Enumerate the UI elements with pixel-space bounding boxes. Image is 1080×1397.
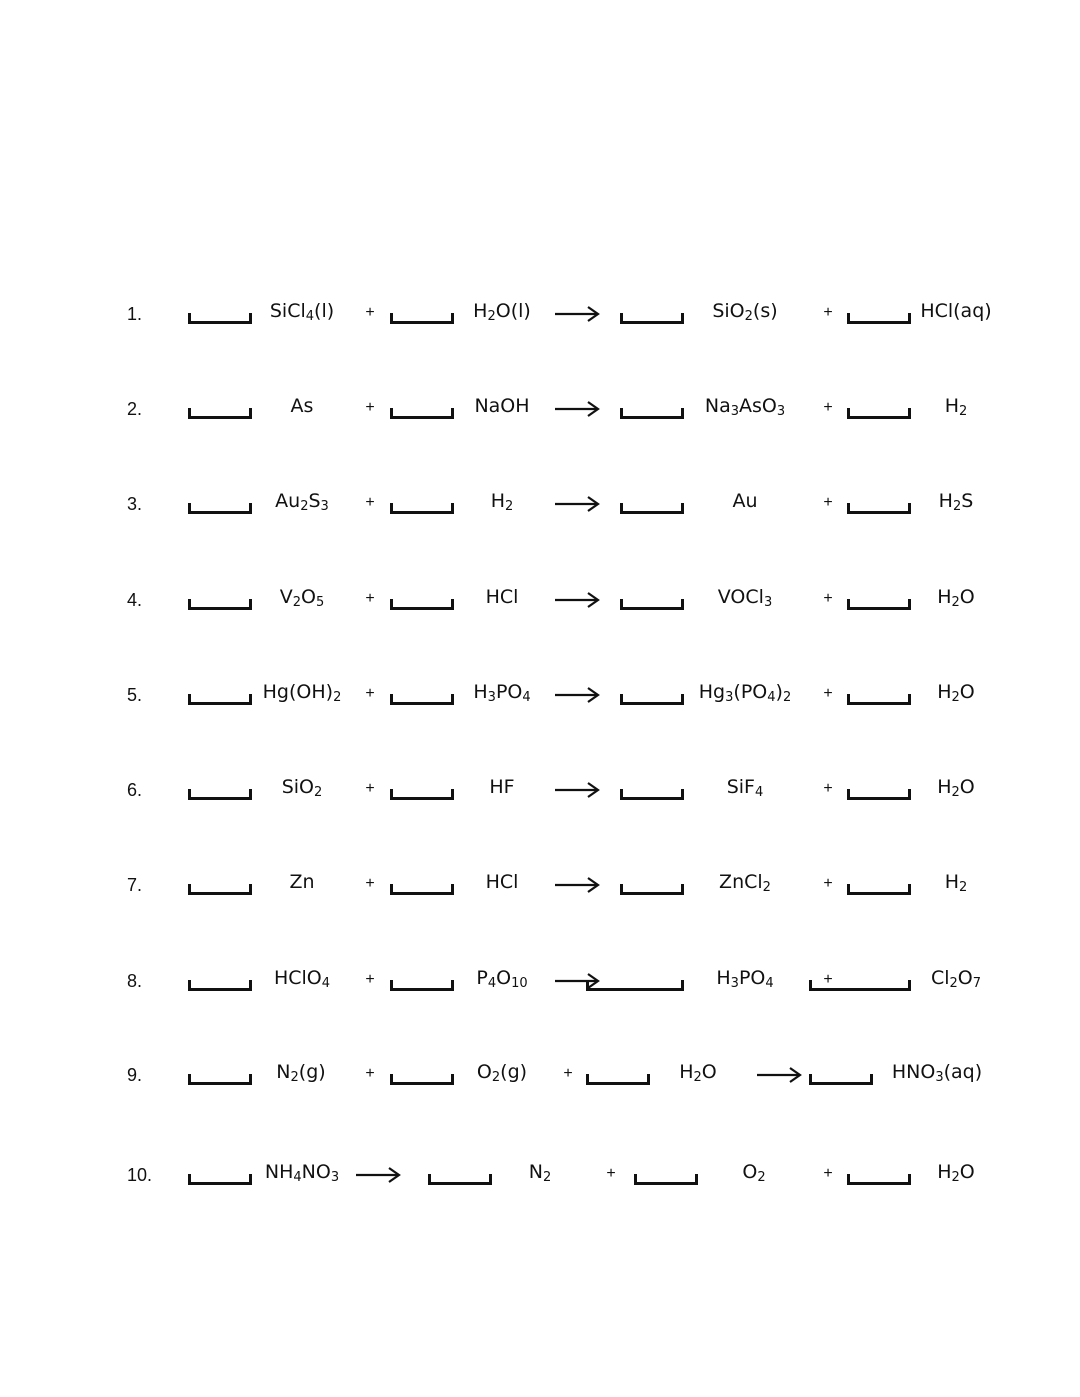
plus-sign: + [823, 304, 833, 321]
plus-sign: + [606, 1165, 616, 1182]
formula-text: PO [738, 967, 766, 989]
plus-sign: + [823, 971, 833, 988]
coefficient-blank-reactant-2[interactable] [390, 321, 454, 324]
formula-text: HCl(aq) [920, 300, 992, 322]
coefficient-blank-reactant-1[interactable] [188, 1082, 252, 1085]
coefficient-blank-product-1[interactable] [809, 1082, 873, 1085]
formula-text: O [476, 1061, 492, 1083]
equation-number: 3. [127, 494, 143, 514]
equation-number: 1. [127, 304, 143, 324]
formula-subscript: 3 [330, 1170, 340, 1185]
coefficient-blank-reactant-1[interactable] [188, 702, 252, 705]
formula-text: As [290, 395, 314, 417]
reactant-1 [276, 1061, 325, 1083]
formula-subscript: 2 [951, 1170, 960, 1185]
formula-text: ZnCl [719, 871, 763, 893]
coefficient-blank-reactant-1[interactable] [188, 511, 252, 514]
formula-text: Zn [289, 871, 315, 893]
formula-text: V [279, 586, 293, 608]
coefficient-blank-product-2[interactable] [847, 416, 911, 419]
plus-sign: + [823, 590, 833, 607]
reactant-1 [270, 300, 334, 322]
formula-subscript: 2 [693, 1070, 702, 1085]
coefficient-blank-product-2[interactable] [847, 702, 911, 705]
reactant-3 [679, 1061, 717, 1083]
equation-row-7 [0, 871, 1080, 931]
formula-text: SiF [726, 776, 755, 798]
reaction-arrow-icon [555, 973, 601, 989]
plus-sign: + [365, 590, 375, 607]
formula-subscript: 4 [293, 1170, 302, 1185]
coefficient-blank-reactant-1[interactable] [188, 797, 252, 800]
formula-text: H [937, 586, 952, 608]
formula-subscript: 2 [491, 1070, 501, 1085]
formula-text: HF [489, 776, 515, 798]
formula-subscript: 3 [935, 1070, 944, 1085]
formula-text: H [679, 1061, 694, 1083]
reactant-1 [274, 967, 330, 989]
formula-subscript: 2 [959, 404, 968, 419]
coefficient-blank-product-1[interactable] [620, 416, 684, 419]
coefficient-blank-product-2[interactable] [847, 607, 911, 610]
formula-text: H [944, 395, 960, 417]
reaction-arrow-icon [555, 877, 601, 893]
reactant-2 [486, 586, 519, 608]
formula-subscript: 2 [314, 785, 323, 800]
reactant-1 [280, 586, 325, 608]
formula-text: O [496, 967, 512, 989]
equation-row-4 [0, 586, 1080, 646]
coefficient-blank-reactant-2[interactable] [390, 892, 454, 895]
coefficient-blank-product-1[interactable] [620, 702, 684, 705]
plus-sign: + [563, 1065, 573, 1082]
formula-text: H [937, 681, 952, 703]
formula-subscript: 3 [730, 404, 739, 419]
formula-subscript: 2 [505, 499, 514, 514]
reaction-arrow-icon [555, 782, 601, 798]
coefficient-blank-product-2[interactable] [847, 321, 911, 324]
plus-sign: + [823, 494, 833, 511]
coefficient-blank-product-2[interactable] [809, 988, 911, 991]
product-2 [945, 395, 968, 417]
formula-subscript: 4 [522, 690, 531, 705]
formula-subscript: 2 [487, 309, 496, 324]
coefficient-blank-product-1[interactable] [586, 988, 684, 991]
formula-subscript: 2 [290, 1070, 299, 1085]
equation-row-5 [0, 681, 1080, 741]
formula-text: H [944, 871, 960, 893]
formula-text: O [701, 1061, 717, 1083]
coefficient-blank-product-1[interactable] [620, 892, 684, 895]
reactant-2 [491, 490, 514, 512]
coefficient-blank-reactant-2[interactable] [390, 416, 454, 419]
coefficient-blank-product-2[interactable] [634, 1182, 698, 1185]
reactant-2 [474, 395, 529, 417]
reaction-arrow-icon [757, 1067, 803, 1083]
formula-subscript: 3 [320, 499, 329, 514]
coefficient-blank-product-1[interactable] [620, 511, 684, 514]
formula-text: (aq) [943, 1061, 983, 1083]
coefficient-blank-product-2[interactable] [847, 797, 911, 800]
formula-subscript: 4 [767, 690, 776, 705]
plus-sign: + [365, 494, 375, 511]
reactant-2 [489, 776, 514, 798]
formula-subscript: 7 [972, 976, 982, 991]
equation-row-9 [0, 1061, 1080, 1121]
coefficient-blank-product-1[interactable] [620, 797, 684, 800]
formula-text: HClO [273, 967, 322, 989]
formula-text: H [937, 776, 952, 798]
plus-sign: + [823, 780, 833, 797]
plus-sign: + [823, 685, 833, 702]
formula-text: Hg(OH) [262, 681, 334, 703]
reactant-2 [477, 1061, 527, 1083]
formula-subscript: 2 [757, 1170, 766, 1185]
plus-sign: + [365, 875, 375, 892]
equation-number: 10. [127, 1165, 153, 1185]
product-1 [727, 776, 764, 798]
formula-text: H [473, 300, 488, 322]
formula-text: H [473, 681, 488, 703]
formula-text: NO [301, 1161, 331, 1183]
formula-text: N [276, 1061, 291, 1083]
formula-text: O [959, 1161, 975, 1183]
product-2 [937, 776, 975, 798]
reaction-arrow-icon [356, 1167, 402, 1183]
product-2 [931, 967, 981, 989]
coefficient-blank-reactant-3[interactable] [586, 1082, 650, 1085]
formula-text: O [301, 586, 316, 608]
coefficient-blank-reactant-2[interactable] [390, 702, 454, 705]
equation-row-2 [0, 395, 1080, 455]
reactant-1 [282, 776, 323, 798]
product-1 [732, 490, 757, 512]
formula-subscript: 2 [951, 595, 960, 610]
reactant-1 [291, 395, 314, 417]
reactant-1 [275, 490, 329, 512]
equation-number: 8. [127, 971, 143, 991]
product-3 [937, 1161, 975, 1183]
formula-text: (g) [500, 1061, 528, 1083]
formula-text: Cl [930, 967, 950, 989]
formula-subscript: 2 [300, 499, 309, 514]
formula-subscript: 2 [782, 690, 792, 705]
formula-subscript: 4 [305, 309, 315, 324]
equation-row-8 [0, 967, 1080, 1027]
plus-sign: + [365, 399, 375, 416]
reactant-1 [265, 1161, 339, 1183]
plus-sign: + [365, 304, 375, 321]
formula-subscript: 2 [542, 1170, 552, 1185]
formula-text: O(l) [495, 300, 531, 322]
product-2 [920, 300, 991, 322]
formula-text: NH [264, 1161, 294, 1183]
formula-text: VOCl [717, 586, 764, 608]
equation-number: 4. [127, 590, 143, 610]
coefficient-blank-reactant-2[interactable] [390, 1082, 454, 1085]
equation-row-3 [0, 490, 1080, 550]
plus-sign: + [823, 399, 833, 416]
reaction-arrow-icon [555, 306, 601, 322]
coefficient-blank-reactant-1[interactable] [188, 892, 252, 895]
plus-sign: + [823, 1165, 833, 1182]
coefficient-blank-product-2[interactable] [847, 511, 911, 514]
reactant-2 [473, 300, 531, 322]
formula-text: HCl [485, 586, 519, 608]
equation-number: 5. [127, 685, 143, 705]
formula-text: SiCl [269, 300, 306, 322]
formula-text: S [961, 490, 974, 512]
formula-text: Au [275, 490, 301, 512]
coefficient-blank-product-1[interactable] [620, 321, 684, 324]
formula-text: (l) [314, 300, 335, 322]
product-1 [892, 1061, 982, 1083]
formula-text: (PO [733, 681, 768, 703]
plus-sign: + [365, 971, 375, 988]
formula-text: NaOH [474, 395, 530, 417]
formula-text: H [938, 490, 953, 512]
formula-text: Na [704, 395, 731, 417]
product-1 [712, 300, 777, 322]
formula-text: O [959, 586, 975, 608]
product-2 [939, 490, 974, 512]
plus-sign: + [365, 685, 375, 702]
formula-subscript: 3 [776, 404, 786, 419]
equation-number: 9. [127, 1065, 143, 1085]
equation-number: 2. [127, 399, 143, 419]
formula-text: H [716, 967, 731, 989]
coefficient-blank-reactant-1[interactable] [188, 416, 252, 419]
product-1 [716, 967, 773, 989]
formula-text: ) [775, 681, 783, 703]
coefficient-blank-reactant-1[interactable] [188, 1182, 252, 1185]
formula-text: N [528, 1161, 543, 1183]
formula-text: PO [495, 681, 523, 703]
reaction-arrow-icon [555, 401, 601, 417]
equation-row-10 [0, 1161, 1080, 1221]
reaction-arrow-icon [555, 496, 601, 512]
formula-subscript: 4 [487, 976, 497, 991]
coefficient-blank-product-3[interactable] [847, 1182, 911, 1185]
equation-row-1 [0, 300, 1080, 360]
product-2 [945, 871, 968, 893]
product-1 [705, 395, 785, 417]
plus-sign: + [823, 875, 833, 892]
coefficient-blank-reactant-2[interactable] [390, 511, 454, 514]
coefficient-blank-reactant-1[interactable] [188, 321, 252, 324]
formula-subscript: 4 [321, 976, 331, 991]
formula-subscript: 2 [951, 785, 960, 800]
formula-subscript: 5 [315, 595, 325, 610]
formula-subscript: 2 [949, 976, 958, 991]
formula-subscript: 3 [487, 690, 496, 705]
coefficient-blank-reactant-1[interactable] [188, 988, 252, 991]
formula-text: SiO [281, 776, 315, 798]
formula-subscript: 2 [744, 309, 753, 324]
formula-text: O [957, 967, 973, 989]
reactant-2 [486, 871, 519, 893]
formula-text: HCl [485, 871, 519, 893]
formula-subscript: 10 [511, 976, 528, 991]
reaction-arrow-icon [555, 592, 601, 608]
formula-text: Au [732, 490, 758, 512]
reactant-2 [476, 967, 527, 989]
formula-text: SiO [712, 300, 745, 322]
coefficient-blank-product-1[interactable] [620, 607, 684, 610]
formula-text: (g) [298, 1061, 326, 1083]
formula-text: AsO [739, 395, 777, 417]
formula-subscript: 3 [763, 595, 773, 610]
reaction-arrow-icon [555, 687, 601, 703]
equation-number: 7. [127, 875, 143, 895]
formula-text: S [308, 490, 321, 512]
product-1 [529, 1161, 552, 1183]
coefficient-blank-reactant-1[interactable] [188, 607, 252, 610]
equation-row-6 [0, 776, 1080, 836]
equation-number: 6. [127, 780, 143, 800]
reactant-1 [263, 681, 342, 703]
coefficient-blank-reactant-2[interactable] [390, 607, 454, 610]
formula-subscript: 3 [725, 690, 734, 705]
plus-sign: + [365, 1065, 375, 1082]
formula-text: O [959, 681, 975, 703]
formula-text: H [490, 490, 506, 512]
formula-subscript: 4 [765, 976, 774, 991]
formula-subscript: 2 [959, 880, 968, 895]
formula-subscript: 2 [951, 690, 960, 705]
formula-text: HNO [891, 1061, 936, 1083]
product-2 [742, 1161, 765, 1183]
formula-subscript: 2 [762, 880, 771, 895]
product-2 [937, 681, 975, 703]
formula-text: Hg [698, 681, 726, 703]
coefficient-blank-reactant-2[interactable] [390, 988, 454, 991]
formula-text: P [476, 967, 488, 989]
formula-text: (s) [752, 300, 778, 322]
formula-subscript: 2 [952, 499, 962, 514]
formula-subscript: 2 [292, 595, 302, 610]
formula-text: O [959, 776, 975, 798]
plus-sign: + [365, 780, 375, 797]
product-1 [718, 586, 772, 608]
formula-text: H [937, 1161, 952, 1183]
reactant-2 [473, 681, 530, 703]
formula-text: O [742, 1161, 758, 1183]
product-2 [937, 586, 975, 608]
formula-subscript: 3 [730, 976, 739, 991]
coefficient-blank-product-1[interactable] [428, 1182, 492, 1185]
product-1 [719, 871, 771, 893]
product-1 [699, 681, 791, 703]
coefficient-blank-product-2[interactable] [847, 892, 911, 895]
reactant-1 [289, 871, 314, 893]
formula-subscript: 4 [755, 785, 764, 800]
coefficient-blank-reactant-2[interactable] [390, 797, 454, 800]
formula-subscript: 2 [333, 690, 342, 705]
